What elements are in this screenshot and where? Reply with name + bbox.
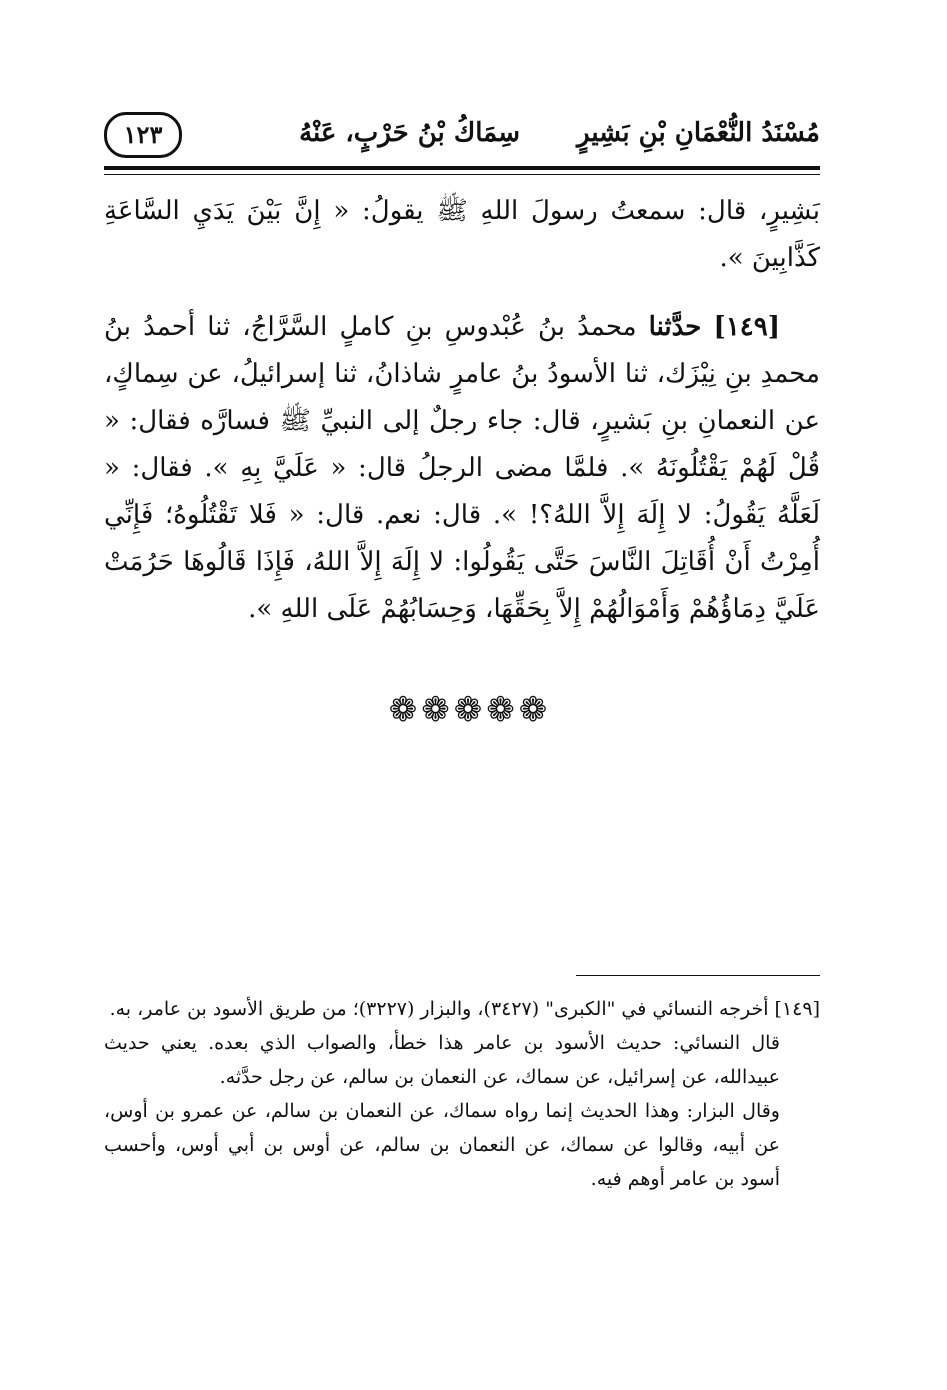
hadith-lead: حدَّثنا (648, 312, 702, 342)
footnote-149: [١٤٩] أخرجه النسائي في "الكبرى" (٣٤٢٧)، والبزار (٣٢٢٧)؛ من طريق الأسود بن عامر، به. (109, 998, 820, 1020)
chapter-title: سِمَاكُ بْنُ حَرْبٍ، عَنْهُ (299, 118, 520, 148)
book-title: مُسْنَدُ النُّعْمَانِ بْنِ بَشِيرٍ (576, 118, 820, 148)
header-rule-thin (104, 174, 820, 175)
running-header (104, 100, 820, 156)
hadith-number: [١٤٩] (713, 312, 781, 342)
footnote-nasai-comment: قال النسائي: حديث الأسود بن عامر هذا خطأ، والصواب الذي بعده. يعني حديث عبيدالله، عن إسرائيل، عن سماك، عن النعمان بن سالم، عن رجل حدَّثه. (104, 1032, 780, 1088)
section-divider-ornaments: ❁❁❁❁❁ (388, 690, 552, 730)
main-text (104, 188, 820, 633)
footnotes (104, 992, 820, 1196)
header-rule-thick (104, 166, 820, 170)
page-number-badge: ١٢٣ (104, 112, 182, 158)
hadith-text: محمدُ بنُ عُبْدوسِ بنِ كاملٍ السَّرَّاجُ، ثنا أحمدُ بنُ محمدِ بنِ نِيْزَك، ثنا الأسودُ بنُ عامرٍ شاذانُ، ثنا إسرائيلُ، عن سِماكٍ، عن النعمانِ بنِ بَشيرٍ، قال: جاء رجلٌ إلى النبيِّ ﷺ فسارَّه فقال: « قُلْ لَهُمْ يَقْتُلُونَهُ ». فلمَّا مضى الرجلُ قال: « عَلَيَّ بِهِ ». فقال: « لَعَلَّهُ يَقُولُ: لا إِلَهَ إِلاَّ اللهُ؟! ». قال: نعم. قال: « فَلا تَقْتُلُوهُ؛ فَإِنِّي أُمِرْتُ أَنْ أُقَاتِلَ النَّاسَ حَتَّى يَقُولُوا: لا إِلَهَ إِلاَّ اللهُ، فَإِذَا قَالُوهَا حَرُمَتْ عَلَيَّ دِمَاؤُهُمْ وَأَمْوَالُهُمْ إِلاَّ بِحَقِّهَا، وَحِسَابُهُمْ عَلَى اللهِ ». (104, 312, 820, 624)
footnote-rule (576, 975, 820, 976)
footnote-bazzar-comment: وقال البزار: وهذا الحديث إنما رواه سماك، عن النعمان بن سالم، عن عمرو بن أوس، عن أبيه، وقالوا عن سماك، عن النعمان بن سالم، عن أوس بن أبي أوس، وأحسب أسود بن عامر أوهم فيه. (104, 1100, 780, 1190)
continuation-paragraph: بَشِيرٍ، قال: سمعتُ رسولَ اللهِ ﷺ يقولُ: « إِنَّ بَيْنَ يَدَيِ السَّاعَةِ كَذَّابِينَ ». (104, 196, 820, 273)
hadith-paragraph (104, 304, 820, 633)
